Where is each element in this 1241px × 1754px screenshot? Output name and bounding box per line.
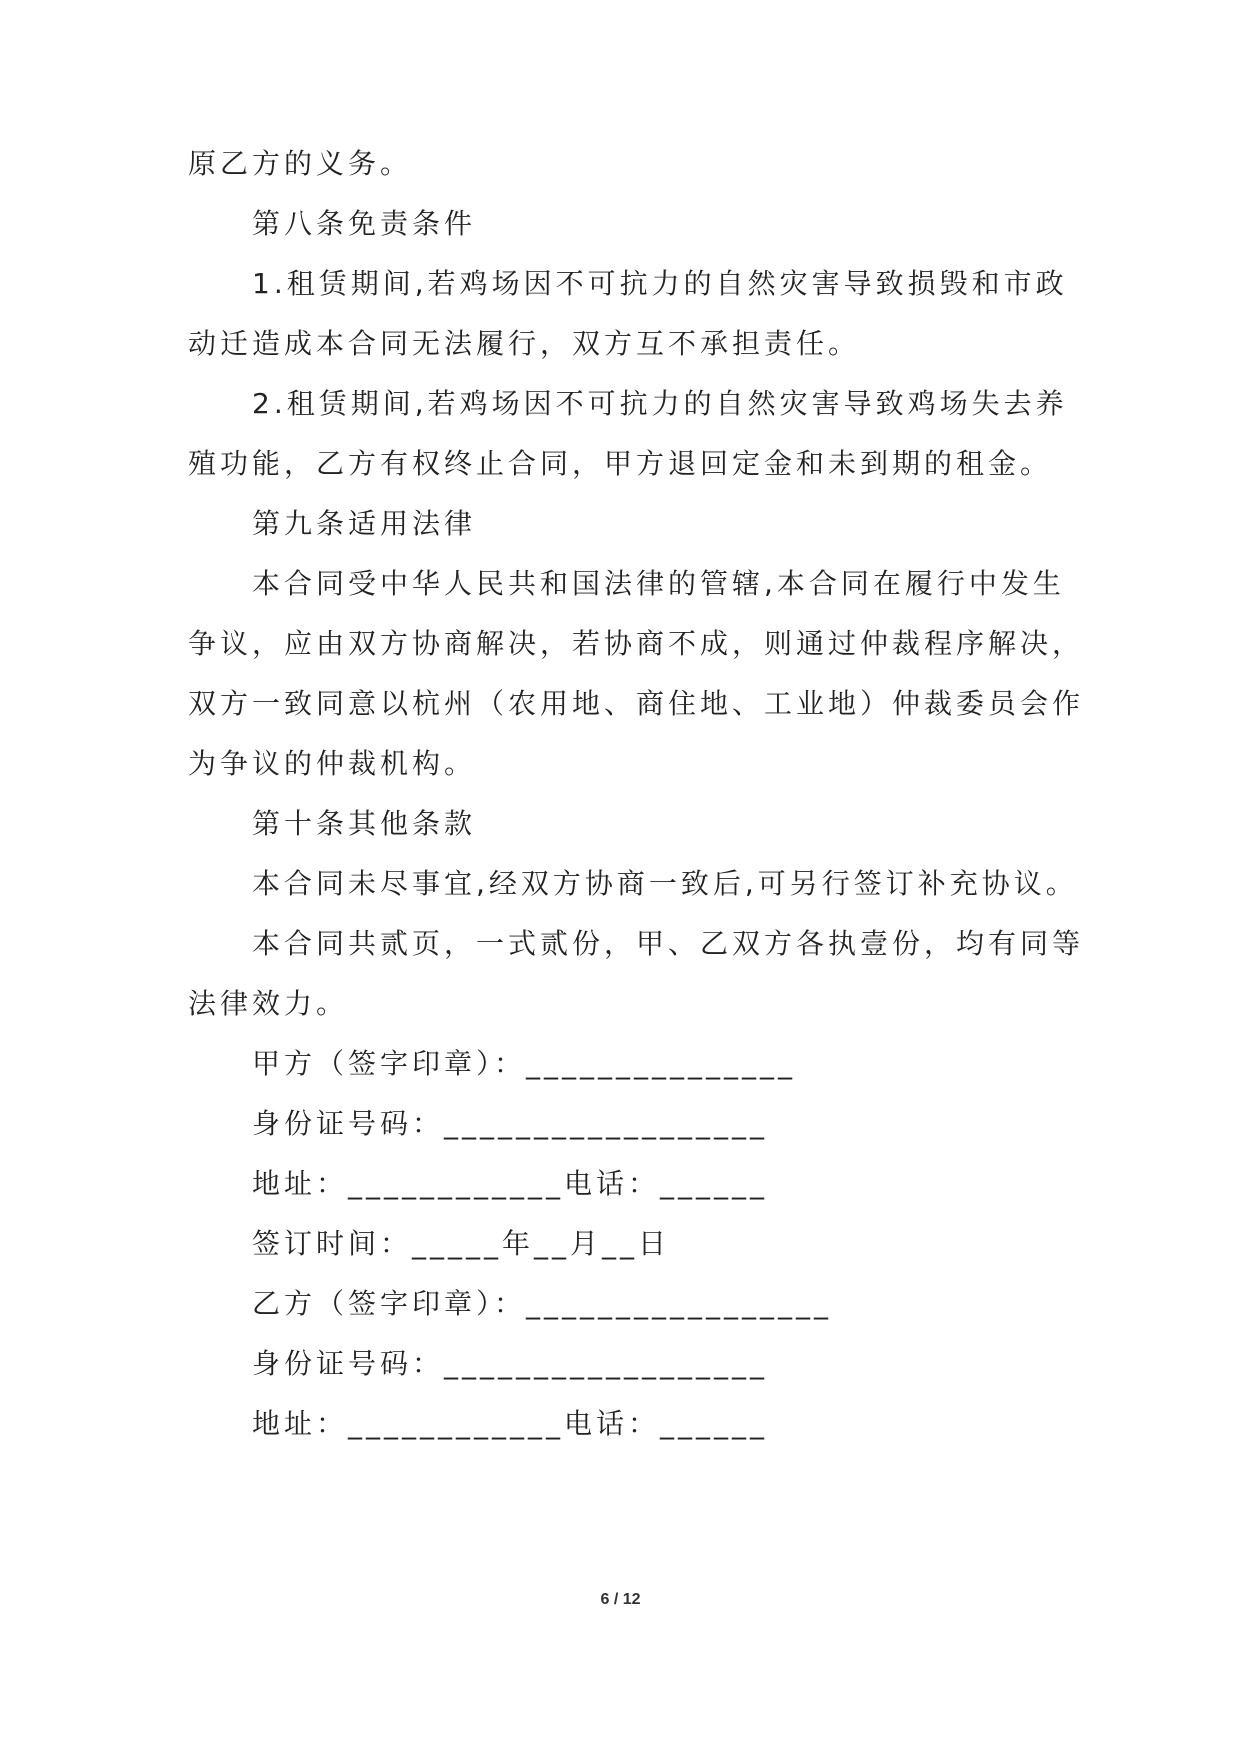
id-number-field-party-a: 身份证号码：__________________ — [252, 1107, 769, 1140]
text-line: 原乙方的义务。 — [188, 147, 413, 180]
text-line: 动迁造成本合同无法履行，双方互不承担责任。 — [188, 327, 861, 360]
signing-date-field: 签订时间：_____年__月__日 — [252, 1227, 671, 1260]
signature-field-party-a: 甲方（签字印章）：_______________ — [252, 1047, 797, 1080]
text-line: 2.租赁期间,若鸡场因不可抗力的自然灾害导致鸡场失去养 — [252, 387, 1068, 420]
page-number: 6 / 12 — [600, 1591, 641, 1608]
text-line: 本合同共贰页，一式贰份，甲、乙双方各执壹份，均有同等 — [252, 927, 1085, 960]
text-line: 1.租赁期间,若鸡场因不可抗力的自然灾害导致损毁和市政 — [252, 267, 1068, 300]
text-line: 法律效力。 — [188, 987, 349, 1020]
section-heading: 第八条免责条件 — [252, 207, 477, 240]
signature-field-party-b: 乙方（签字印章）：_________________ — [252, 1287, 833, 1320]
text-line: 双方一致同意以杭州（农用地、商住地、工业地）仲裁委员会作 — [188, 687, 1085, 720]
text-line: 争议，应由双方协商解决，若协商不成，则通过仲裁程序解决， — [188, 627, 1085, 660]
address-phone-field-party-a: 地址：____________电话：______ — [252, 1167, 769, 1200]
text-line: 本合同受中华人民共和国法律的管辖,本合同在履行中发生 — [252, 567, 1065, 600]
section-heading: 第十条其他条款 — [252, 807, 477, 840]
text-line: 本合同未尽事宜,经双方协商一致后,可另行签订补充协议。 — [252, 867, 1078, 900]
section-heading: 第九条适用法律 — [252, 507, 477, 540]
address-phone-field-party-b: 地址：____________电话：______ — [252, 1407, 769, 1440]
text-line: 为争议的仲裁机构。 — [188, 747, 477, 780]
text-line: 殖功能，乙方有权终止合同，甲方退回定金和未到期的租金。 — [188, 447, 1053, 480]
id-number-field-party-b: 身份证号码：__________________ — [252, 1347, 769, 1380]
